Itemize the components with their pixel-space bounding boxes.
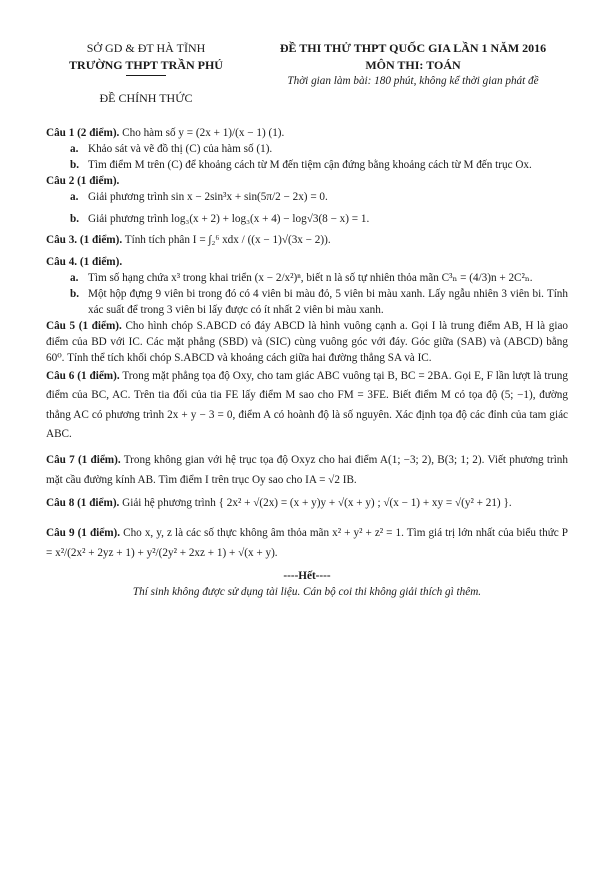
- exam-title: ĐỀ THI THỬ THPT QUỐC GIA LẦN 1 NĂM 2016: [279, 41, 547, 55]
- question-text: Trong không gian với hệ trục tọa độ Oxyz cho hai điểm A(1; −3; 2), B(3; 1; 2). Viết phương trình mặt cầu đường kính AB. Tìm điểm I trên trục Oy sao cho IA = √2 IB.: [46, 454, 568, 486]
- question-9: [46, 524, 568, 563]
- question-label: Câu 6 (1 điểm).: [46, 369, 120, 382]
- question-text: Cho x, y, z là các số thực không âm thỏa mãn x² + y² + z² = 1. Tìm giá trị lớn nhất của biểu thức P = x²/(2x² + 2yz + 1) + y²/(2y² + 2xz + 1) + √(x + y).: [46, 527, 568, 559]
- question-part: [70, 142, 568, 158]
- school-block: [46, 40, 246, 107]
- question-6: [46, 367, 568, 445]
- part-label: a.: [70, 272, 79, 285]
- question-part: [70, 287, 568, 319]
- footer-note: Thí sinh không được sử dụng tài liệu. Cán bộ coi thi không giải thích gì thêm.: [132, 586, 482, 599]
- question-part: [70, 271, 568, 287]
- question-label: Câu 4. (1 điểm).: [46, 256, 123, 269]
- exam-header: [0, 40, 616, 110]
- part-label: a.: [70, 190, 79, 203]
- question-text: Giải hệ phương trình { 2x² + √(2x) = (x + y)y + √(x + y) ; √(x − 1) + xy = √(y² + 21) }.: [122, 497, 512, 510]
- question-text: Cho hàm số y = (2x + 1)/(x − 1) (1).: [122, 127, 285, 139]
- question-label: Câu 5 (1 điểm).: [46, 319, 122, 332]
- part-text: Khảo sát và vẽ đồ thị (C) của hàm số (1).: [88, 142, 273, 155]
- part-text: Tìm số hạng chứa x³ trong khai triển (x − 2/x²)ⁿ, biết n là số tự nhiên thỏa mãn C³ₙ = (4/3)n + 2C²ₙ.: [88, 272, 533, 285]
- question-text: Trong mặt phẳng tọa độ Oxy, cho tam giác ABC vuông tại B, BC = 2BA. Gọi E, F lần lượt là trung điểm của BC, AC. Trên tia đối của tia FE lấy điểm M sao cho FM = 3FE. Biết điểm M có tọa độ (5; −1), đường thẳng AC có phương trình 2x + y − 3 = 0, điểm A có hoành độ là số nguyên. Xác định tọa độ các đỉnh của tam giác ABC.: [46, 369, 568, 441]
- question-5: [46, 319, 568, 367]
- question-text: Tính tích phân I = ∫₂⁶ xdx / ((x − 1)√(3x − 2)).: [124, 234, 331, 247]
- question-2: [46, 174, 568, 190]
- question-1: [46, 126, 568, 142]
- part-text: Tìm điểm M trên (C) để khoảng cách từ M đến tiệm cận đứng bằng khoảng cách từ M đến trục Ox.: [88, 158, 532, 171]
- question-3: [46, 233, 568, 249]
- part-text: Một hộp đựng 9 viên bi trong đó có 4 viên bi màu đỏ, 5 viên bi màu xanh. Lấy ngẫu nhiên 3 viên bi. Tính xác suất để trong 3 viên bi lấy được có ít nhất 2 viên bi màu xanh.: [88, 288, 568, 317]
- questions: [46, 126, 568, 601]
- divider: [126, 75, 166, 76]
- question-part: [70, 212, 568, 228]
- question-label: Câu 1 (2 điểm).: [46, 127, 120, 139]
- question-7: [46, 451, 568, 490]
- question-text: Cho hình chóp S.ABCD có đáy ABCD là hình vuông cạnh a. Gọi I là trung điểm AB, H là giao điểm của BD với IC. Các mặt phẳng (SBD) và (SIC) cùng vuông góc với đáy. Góc giữa (SAB) và (ABCD) bằng 60⁰. Tính thể tích khối chóp S.ABCD và khoảng cách giữa hai đường thẳng SA và IC.: [46, 319, 569, 364]
- question-label: Câu 2 (1 điểm).: [46, 174, 120, 187]
- department-name: SỞ GD & ĐT HÀ TĨNH: [86, 41, 206, 55]
- part-label: b.: [70, 288, 80, 301]
- exam-title-block: [236, 40, 590, 90]
- question-label: Câu 9 (1 điểm).: [46, 527, 121, 540]
- time-note: Thời gian làm bài: 180 phút, không kể thời gian phát đề: [287, 75, 539, 88]
- part-label: b.: [70, 212, 80, 225]
- question-part: [70, 158, 568, 174]
- part-text: Giải phương trình sin x − 2sin³x + sin(5π/2 − 2x) = 0.: [88, 190, 328, 203]
- official-label: ĐỀ CHÍNH THỨC: [99, 91, 193, 106]
- question-8: [46, 496, 568, 512]
- part-text: Giải phương trình log₃(x + 2) + log₃(x + 4) − log√3(8 − x) = 1.: [88, 212, 370, 225]
- end-marker: ----Hết----: [283, 570, 331, 583]
- school-name: TRƯỜNG THPT TRẦN PHÚ: [69, 58, 223, 73]
- part-label: a.: [70, 142, 79, 155]
- part-label: b.: [70, 158, 80, 171]
- question-label: Câu 8 (1 điểm).: [46, 497, 120, 510]
- question-4: [46, 255, 568, 271]
- question-part: [70, 190, 568, 206]
- subject-title: MÔN THI: TOÁN: [365, 58, 461, 73]
- question-label: Câu 7 (1 điểm).: [46, 454, 121, 467]
- question-label: Câu 3. (1 điểm).: [46, 234, 123, 247]
